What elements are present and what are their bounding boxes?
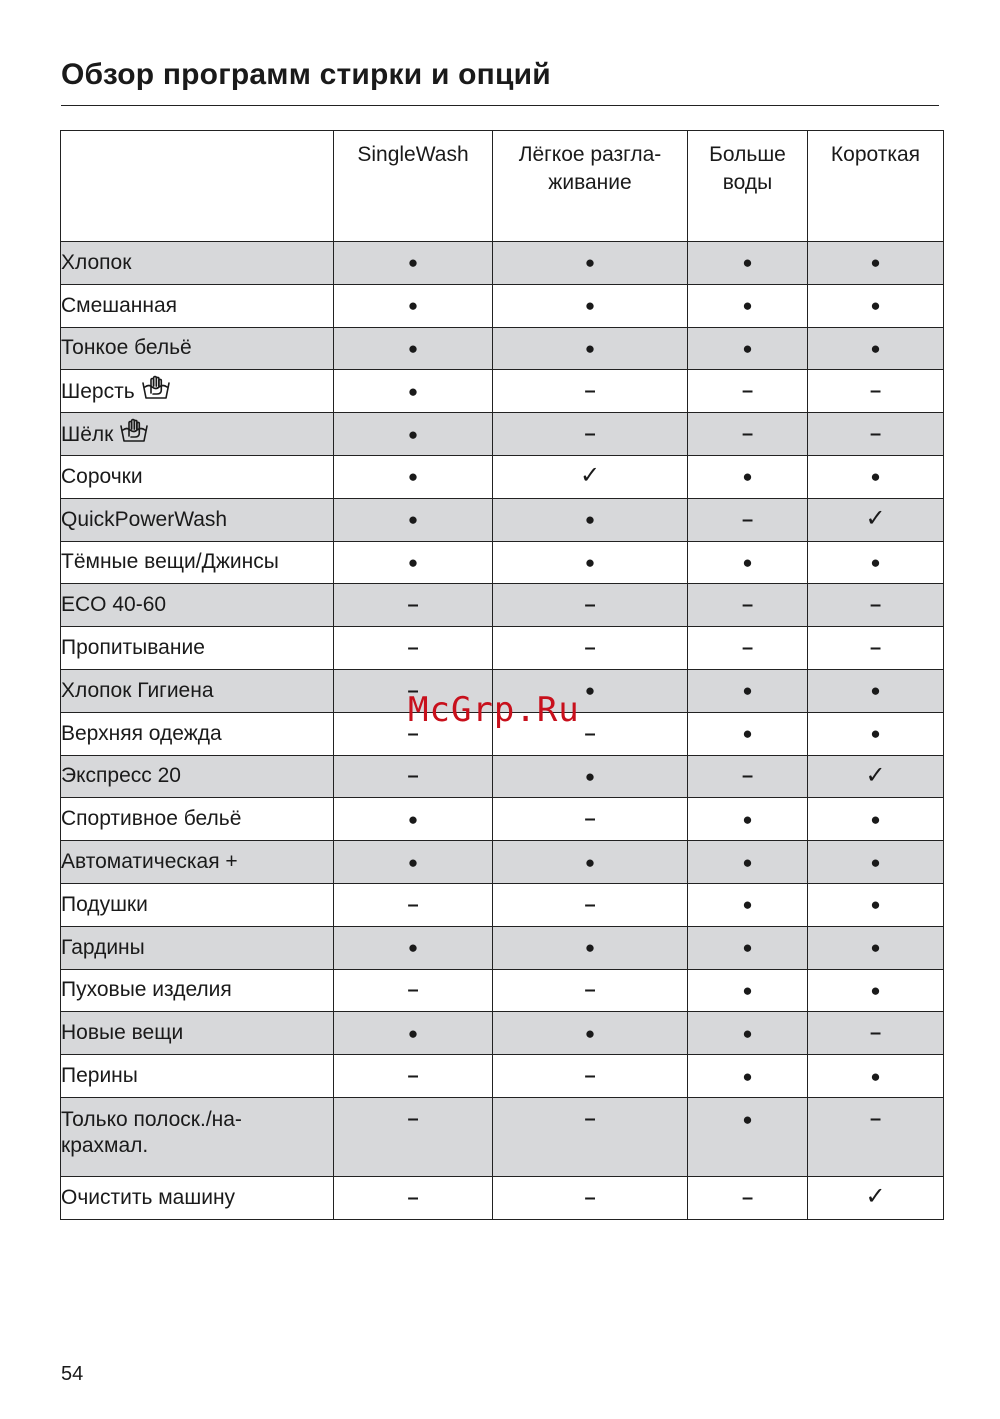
- dot-icon: [742, 892, 752, 915]
- program-name-cell: [61, 584, 334, 627]
- table-body: [61, 242, 944, 1220]
- header-more-water: Больше воды: [688, 131, 808, 242]
- handwash-icon: [141, 375, 171, 408]
- header-singlewash: SingleWash: [334, 131, 493, 242]
- table-row: [61, 284, 944, 327]
- dash-icon: [742, 422, 753, 445]
- dash-icon: [584, 379, 595, 402]
- option-cell-singlewash: [334, 584, 493, 627]
- program-name-cell: [61, 370, 334, 413]
- dot-icon: [408, 293, 418, 316]
- option-cell-singlewash: [334, 1055, 493, 1098]
- header-easy-iron: Лёгкое разгла- живание: [493, 131, 688, 242]
- program-label: Новые вещи: [61, 1021, 184, 1045]
- table-row: [61, 627, 944, 670]
- table-row: [61, 798, 944, 841]
- dash-icon: [584, 422, 595, 445]
- option-cell-short: [808, 284, 944, 327]
- table-row: [61, 1012, 944, 1055]
- option-cell-more-water: [688, 541, 808, 584]
- dot-icon: [742, 807, 752, 830]
- header-short: Короткая: [808, 131, 944, 242]
- program-label: Пуховые изделия: [61, 978, 232, 1002]
- checkmark-icon: [580, 465, 600, 488]
- table-row: [61, 541, 944, 584]
- option-cell-easy-iron: [493, 1097, 688, 1176]
- dot-icon: [408, 850, 418, 873]
- dash-icon: [584, 807, 595, 830]
- dash-icon: [742, 508, 753, 531]
- option-cell-short: [808, 1176, 944, 1219]
- option-cell-singlewash: [334, 370, 493, 413]
- program-label: Только полоск./на- крахмал.: [61, 1107, 242, 1157]
- option-cell-easy-iron: [493, 413, 688, 456]
- dash-icon: [584, 636, 595, 659]
- option-cell-more-water: [688, 969, 808, 1012]
- dot-icon: [408, 807, 418, 830]
- table-row: [61, 455, 944, 498]
- dash-icon: [407, 1107, 418, 1130]
- program-label: Экспресс 20: [61, 764, 181, 788]
- option-cell-singlewash: [334, 1097, 493, 1176]
- dash-icon: [407, 636, 418, 659]
- option-cell-easy-iron: [493, 327, 688, 370]
- option-cell-easy-iron: [493, 755, 688, 798]
- dot-icon: [742, 293, 752, 316]
- dash-icon: [584, 593, 595, 616]
- dot-icon: [742, 721, 752, 744]
- dash-icon: [742, 764, 753, 787]
- program-label: Гардины: [61, 935, 145, 959]
- dot-icon: [585, 935, 595, 958]
- program-name-cell: [61, 541, 334, 584]
- option-cell-singlewash: [334, 455, 493, 498]
- program-label: Перины: [61, 1064, 138, 1088]
- option-cell-short: [808, 798, 944, 841]
- program-label: Тёмные вещи/Джинсы: [61, 550, 279, 574]
- option-cell-singlewash: [334, 926, 493, 969]
- option-cell-short: [808, 926, 944, 969]
- option-cell-easy-iron: [493, 1012, 688, 1055]
- dot-icon: [408, 336, 418, 359]
- option-cell-easy-iron: [493, 242, 688, 285]
- program-label: Автоматическая +: [61, 850, 238, 874]
- program-name-cell: [61, 798, 334, 841]
- program-name-cell: [61, 712, 334, 755]
- dash-icon: [407, 1064, 418, 1087]
- dot-icon: [585, 678, 595, 701]
- option-cell-short: [808, 1012, 944, 1055]
- title-divider: [61, 105, 939, 106]
- program-name-cell: [61, 883, 334, 926]
- dot-icon: [742, 1107, 752, 1130]
- dash-icon: [584, 978, 595, 1001]
- dot-icon: [870, 935, 880, 958]
- option-cell-singlewash: [334, 1176, 493, 1219]
- program-options-table: [60, 130, 944, 1220]
- program-label: Хлопок: [61, 250, 132, 274]
- dash-icon: [584, 1064, 595, 1087]
- dot-icon: [870, 336, 880, 359]
- dot-icon: [870, 464, 880, 487]
- dash-icon: [407, 978, 418, 1001]
- option-cell-more-water: [688, 455, 808, 498]
- option-cell-easy-iron: [493, 1055, 688, 1098]
- program-label: Хлопок Гигиена: [61, 678, 214, 702]
- dot-icon: [742, 336, 752, 359]
- table-row: [61, 370, 944, 413]
- table-row: [61, 413, 944, 456]
- program-name-cell: [61, 455, 334, 498]
- option-cell-easy-iron: [493, 498, 688, 541]
- dash-icon: [742, 379, 753, 402]
- dot-icon: [585, 850, 595, 873]
- table-row: [61, 498, 944, 541]
- table-row: [61, 841, 944, 884]
- option-cell-short: [808, 541, 944, 584]
- program-label: Спортивное бельё: [61, 807, 242, 831]
- option-cell-more-water: [688, 755, 808, 798]
- program-label: QuickPowerWash: [61, 507, 228, 531]
- dot-icon: [870, 678, 880, 701]
- option-cell-short: [808, 669, 944, 712]
- program-label: Сорочки: [61, 464, 143, 488]
- watermark: McGrp.Ru: [408, 690, 580, 730]
- table-row: [61, 969, 944, 1012]
- option-cell-short: [808, 242, 944, 285]
- dash-icon: [407, 893, 418, 916]
- option-cell-singlewash: [334, 1012, 493, 1055]
- checkmark-icon: [865, 508, 885, 531]
- table-row: [61, 1176, 944, 1219]
- option-cell-easy-iron: [493, 926, 688, 969]
- option-cell-singlewash: [334, 541, 493, 584]
- program-name-cell: [61, 755, 334, 798]
- dot-icon: [870, 807, 880, 830]
- option-cell-easy-iron: [493, 541, 688, 584]
- dot-icon: [742, 250, 752, 273]
- option-cell-easy-iron: [493, 883, 688, 926]
- table-row: [61, 926, 944, 969]
- dash-icon: [870, 1107, 881, 1130]
- table-row: [61, 883, 944, 926]
- program-label: Шерсть: [61, 379, 135, 403]
- dot-icon: [408, 250, 418, 273]
- dot-icon: [585, 250, 595, 273]
- program-name-cell: [61, 926, 334, 969]
- page-title: Обзор программ стирки и опций: [61, 58, 551, 91]
- program-name-cell: [61, 413, 334, 456]
- dash-icon: [742, 636, 753, 659]
- option-cell-easy-iron: [493, 455, 688, 498]
- dot-icon: [585, 1021, 595, 1044]
- program-name-cell: [61, 669, 334, 712]
- table-row: [61, 584, 944, 627]
- option-cell-more-water: [688, 926, 808, 969]
- program-label: Верхняя одежда: [61, 721, 222, 745]
- option-cell-short: [808, 969, 944, 1012]
- dot-icon: [408, 550, 418, 573]
- dot-icon: [870, 1064, 880, 1087]
- option-cell-more-water: [688, 841, 808, 884]
- option-cell-more-water: [688, 413, 808, 456]
- program-label: ECO 40-60: [61, 593, 167, 617]
- program-name-cell: [61, 284, 334, 327]
- dash-icon: [584, 1186, 595, 1209]
- option-cell-singlewash: [334, 498, 493, 541]
- program-name-cell: [61, 969, 334, 1012]
- dot-icon: [408, 379, 418, 402]
- dot-icon: [870, 293, 880, 316]
- option-cell-more-water: [688, 798, 808, 841]
- dash-icon: [870, 1021, 881, 1044]
- option-cell-easy-iron: [493, 627, 688, 670]
- checkmark-icon: [865, 1186, 885, 1209]
- option-cell-more-water: [688, 370, 808, 413]
- program-label: Подушки: [61, 892, 148, 916]
- program-label: Очистить машину: [61, 1185, 236, 1209]
- option-cell-more-water: [688, 327, 808, 370]
- table-row: [61, 1097, 944, 1176]
- dash-icon: [870, 593, 881, 616]
- option-cell-easy-iron: [493, 1176, 688, 1219]
- option-cell-short: [808, 627, 944, 670]
- dash-icon: [584, 722, 595, 745]
- dot-icon: [870, 250, 880, 273]
- dash-icon: [584, 1107, 595, 1130]
- dot-icon: [408, 464, 418, 487]
- dot-icon: [742, 935, 752, 958]
- program-name-cell: [61, 841, 334, 884]
- option-cell-more-water: [688, 669, 808, 712]
- program-name-cell: [61, 627, 334, 670]
- dot-icon: [870, 721, 880, 744]
- dot-icon: [742, 550, 752, 573]
- option-cell-short: [808, 455, 944, 498]
- program-label: Пропитывание: [61, 636, 205, 660]
- option-cell-short: [808, 712, 944, 755]
- dot-icon: [742, 1021, 752, 1044]
- option-cell-more-water: [688, 284, 808, 327]
- option-cell-singlewash: [334, 242, 493, 285]
- option-cell-singlewash: [334, 841, 493, 884]
- option-cell-more-water: [688, 1097, 808, 1176]
- dot-icon: [585, 507, 595, 530]
- option-cell-short: [808, 413, 944, 456]
- page-number: 54: [61, 1363, 84, 1385]
- dot-icon: [870, 892, 880, 915]
- program-label: Тонкое бельё: [61, 336, 192, 360]
- option-cell-singlewash: [334, 798, 493, 841]
- dot-icon: [742, 978, 752, 1001]
- program-name-cell: [61, 1012, 334, 1055]
- dot-icon: [870, 850, 880, 873]
- option-cell-easy-iron: [493, 284, 688, 327]
- dot-icon: [870, 550, 880, 573]
- option-cell-short: [808, 1055, 944, 1098]
- option-cell-short: [808, 327, 944, 370]
- dot-icon: [585, 293, 595, 316]
- table-row: [61, 1055, 944, 1098]
- option-cell-singlewash: [334, 883, 493, 926]
- program-name-cell: [61, 327, 334, 370]
- header-row: [61, 131, 944, 242]
- option-cell-singlewash: [334, 755, 493, 798]
- option-cell-easy-iron: [493, 841, 688, 884]
- program-name-cell: [61, 1176, 334, 1219]
- dash-icon: [870, 636, 881, 659]
- option-cell-short: [808, 755, 944, 798]
- option-cell-easy-iron: [493, 584, 688, 627]
- option-cell-more-water: [688, 242, 808, 285]
- dot-icon: [742, 464, 752, 487]
- program-name-cell: [61, 242, 334, 285]
- option-cell-singlewash: [334, 627, 493, 670]
- option-cell-more-water: [688, 498, 808, 541]
- dash-icon: [584, 893, 595, 916]
- option-cell-singlewash: [334, 327, 493, 370]
- option-cell-more-water: [688, 883, 808, 926]
- handwash-icon: [119, 418, 149, 451]
- option-cell-singlewash: [334, 284, 493, 327]
- option-cell-easy-iron: [493, 370, 688, 413]
- option-cell-short: [808, 883, 944, 926]
- dot-icon: [742, 1064, 752, 1087]
- option-cell-short: [808, 370, 944, 413]
- table-row: [61, 755, 944, 798]
- dash-icon: [407, 593, 418, 616]
- program-label: Шёлк: [61, 422, 114, 446]
- dash-icon: [742, 593, 753, 616]
- option-cell-short: [808, 841, 944, 884]
- option-cell-more-water: [688, 712, 808, 755]
- option-cell-more-water: [688, 1176, 808, 1219]
- checkmark-icon: [865, 765, 885, 788]
- dash-icon: [870, 379, 881, 402]
- option-cell-more-water: [688, 584, 808, 627]
- dot-icon: [742, 850, 752, 873]
- program-name-cell: [61, 1055, 334, 1098]
- dot-icon: [408, 1021, 418, 1044]
- header-program: [61, 131, 334, 242]
- program-label: Смешанная: [61, 293, 178, 317]
- dash-icon: [870, 422, 881, 445]
- option-cell-easy-iron: [493, 969, 688, 1012]
- option-cell-easy-iron: [493, 798, 688, 841]
- dot-icon: [408, 422, 418, 445]
- dash-icon: [407, 764, 418, 787]
- dot-icon: [585, 336, 595, 359]
- dot-icon: [870, 978, 880, 1001]
- dot-icon: [585, 764, 595, 787]
- option-cell-short: [808, 584, 944, 627]
- dot-icon: [408, 935, 418, 958]
- option-cell-singlewash: [334, 413, 493, 456]
- dash-icon: [742, 1186, 753, 1209]
- dot-icon: [585, 550, 595, 573]
- option-cell-short: [808, 498, 944, 541]
- table-row: [61, 327, 944, 370]
- program-name-cell: [61, 498, 334, 541]
- option-cell-singlewash: [334, 969, 493, 1012]
- table-row: [61, 242, 944, 285]
- dot-icon: [742, 678, 752, 701]
- dash-icon: [407, 1186, 418, 1209]
- option-cell-more-water: [688, 627, 808, 670]
- option-cell-more-water: [688, 1012, 808, 1055]
- program-name-cell: [61, 1097, 334, 1176]
- dot-icon: [408, 507, 418, 530]
- option-cell-short: [808, 1097, 944, 1176]
- option-cell-more-water: [688, 1055, 808, 1098]
